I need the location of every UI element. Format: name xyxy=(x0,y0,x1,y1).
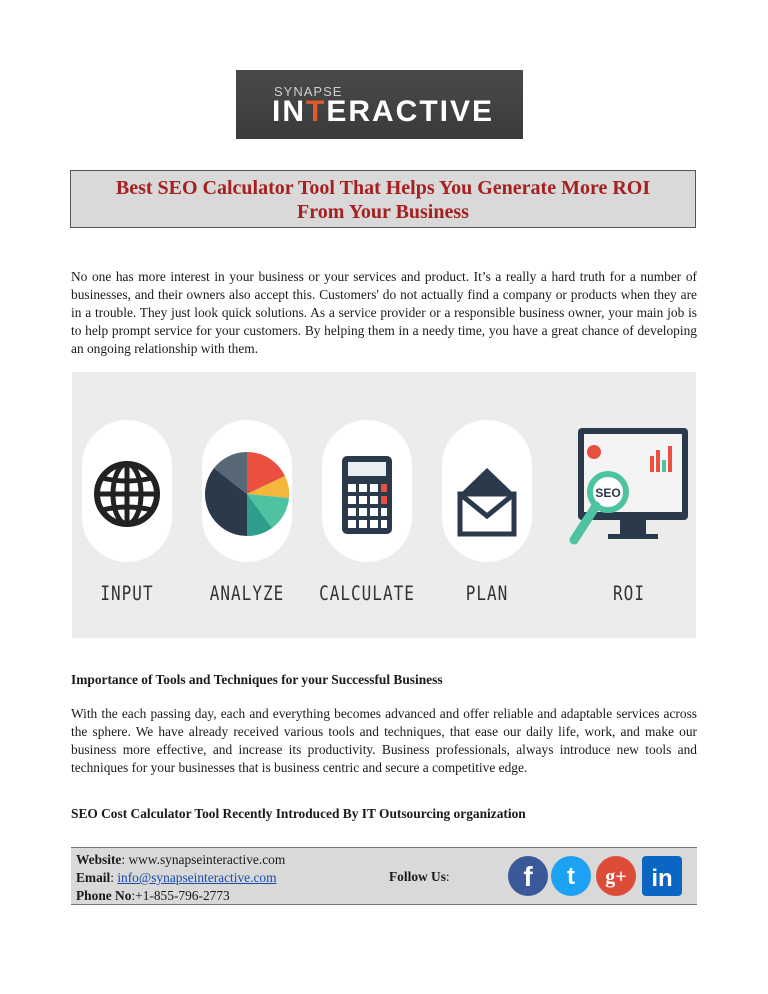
title-line-2: From Your Business xyxy=(297,201,469,223)
seo-process-infographic xyxy=(72,372,696,638)
phone-value: :+1-855-796-2773 xyxy=(131,888,230,903)
intro-paragraph: No one has more interest in your business or your services and product. It’s a really a hard truth for a number of businesses, and their owners also accept this. Customers' do not actually find a company or products when they are in a trouble. They just look quick solutions. As a service provider or a responsible business owner, your main job is to help prompt service for your customers. By helping them in a needy time, you have a great chance of developing an ongoing relationship with them. xyxy=(71,269,697,356)
step-analyze xyxy=(192,372,302,638)
follow-us-label: Follow Us: xyxy=(389,869,450,884)
calculator-icon xyxy=(312,432,422,562)
twitter-icon[interactable] xyxy=(550,855,592,897)
synapse-interactive-logo xyxy=(236,70,523,139)
email-link[interactable]: info@synapseinteractive.com xyxy=(117,870,277,885)
step-calculate xyxy=(312,372,422,638)
phone-line: Phone No:+1-855-796-2773 xyxy=(76,888,230,903)
svg-text:in: in xyxy=(651,865,673,892)
svg-text:t: t xyxy=(567,863,575,890)
step-label-analyze: ANALYZE xyxy=(209,582,285,605)
website-value: : www.synapseinteractive.com xyxy=(121,852,286,867)
envelope-icon xyxy=(432,432,542,562)
section-heading-importance: Importance of Tools and Techniques for your Successful Business xyxy=(71,672,443,687)
section-heading-calculator: SEO Cost Calculator Tool Recently Introduced By IT Outsourcing organization xyxy=(71,806,526,821)
section-body-importance: With the each passing day, each and everything becomes advanced and offer reliable and adaptable services across the sphere. We have already received various tools and techniques, that ease our daily life, work, and make our business more effective, and increase its productivity. Business professionals, always introduce new tools and techniques for your businesses that is business centric and secure a competitive edge. xyxy=(71,706,697,775)
seo-badge-text: SEO xyxy=(595,486,621,500)
step-label-input: INPUT xyxy=(100,582,154,605)
step-roi xyxy=(562,372,696,638)
svg-text:g+: g+ xyxy=(605,866,627,888)
google-plus-icon[interactable] xyxy=(595,855,637,897)
pie-chart-icon xyxy=(192,432,302,562)
facebook-icon[interactable] xyxy=(507,855,549,897)
globe-icon xyxy=(72,432,182,562)
step-input xyxy=(72,372,182,638)
logo-subtext: SYNAPSE xyxy=(274,84,343,99)
svg-text:f: f xyxy=(523,861,533,892)
contact-footer xyxy=(71,847,697,905)
contact-info xyxy=(76,851,285,905)
email-line: Email: info@synapseinteractive.com xyxy=(76,870,277,885)
title-box xyxy=(70,170,696,228)
linkedin-icon[interactable] xyxy=(641,855,683,897)
step-label-calculate: CALCULATE xyxy=(319,582,415,605)
step-label-roi: ROI xyxy=(613,582,645,605)
step-label-plan: PLAN xyxy=(465,582,509,605)
website-line: Website: www.synapseinteractive.com xyxy=(76,852,286,867)
document-title xyxy=(71,176,695,224)
step-plan xyxy=(432,372,542,638)
logo-text: INTERACTIVE xyxy=(272,95,495,128)
title-line-1: Best SEO Calculator Tool That Helps You Generate More ROI xyxy=(115,177,651,199)
